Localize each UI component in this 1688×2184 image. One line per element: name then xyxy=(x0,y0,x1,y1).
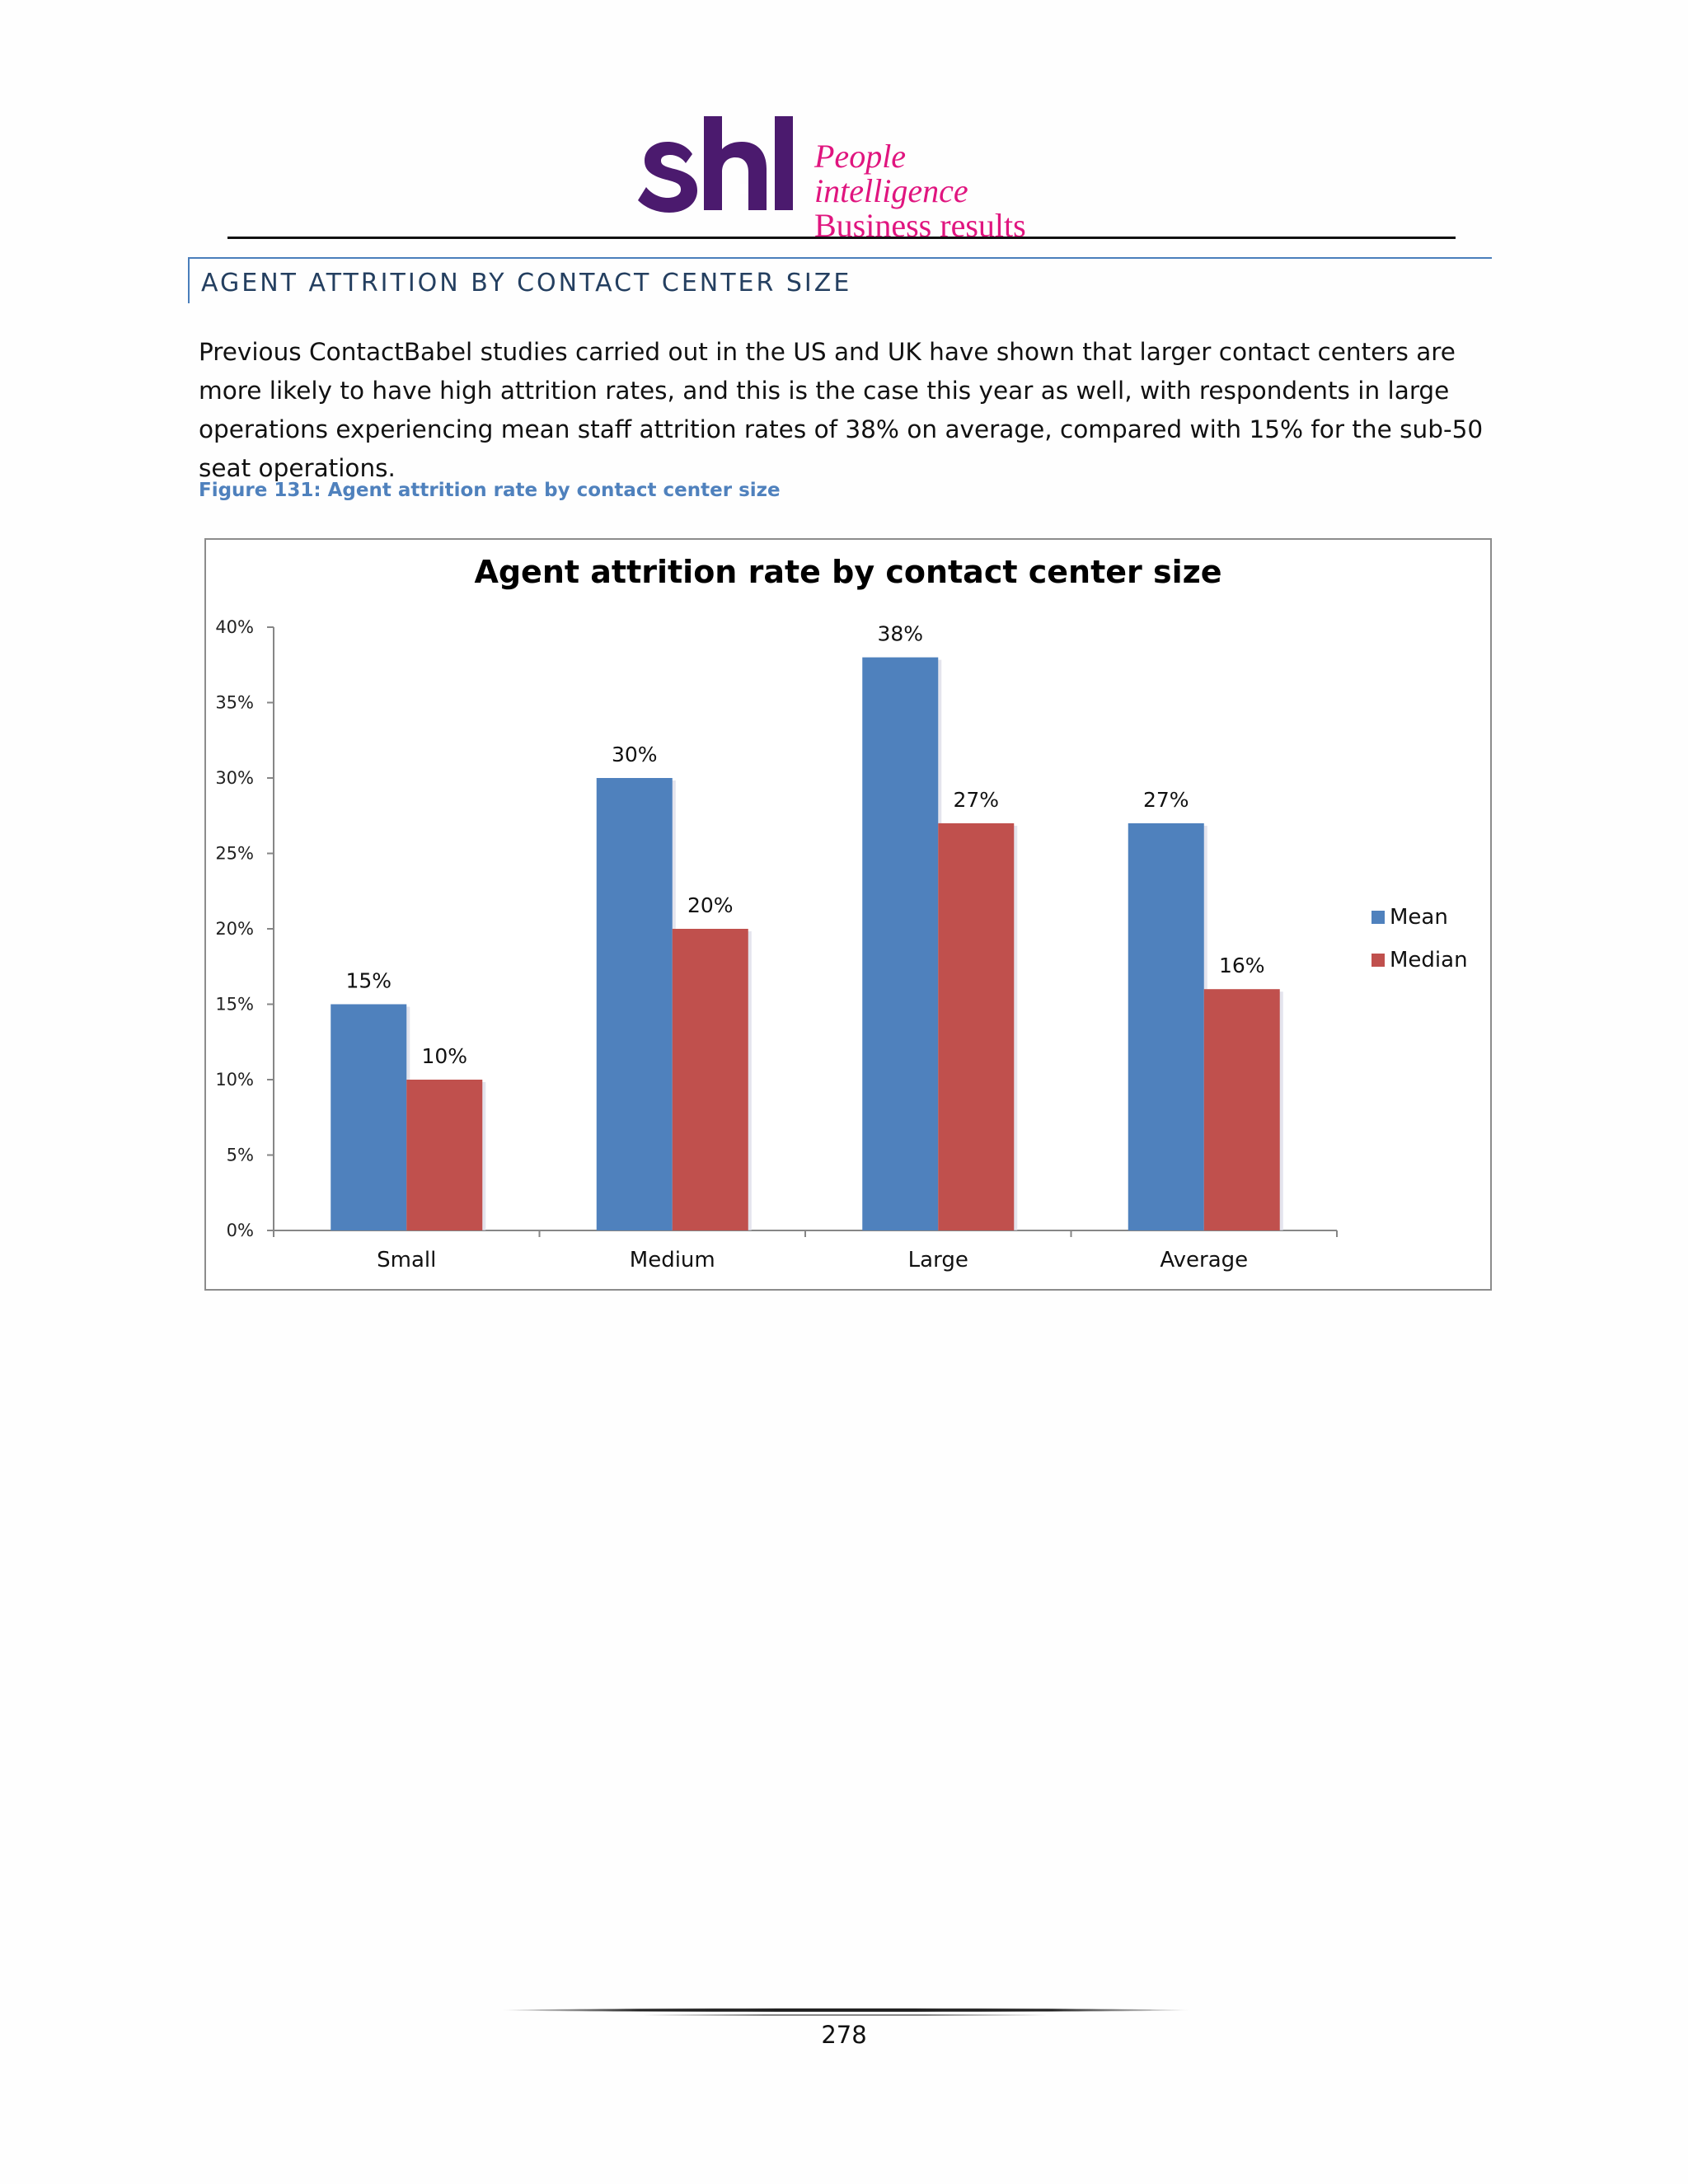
logo-tagline xyxy=(814,139,1063,243)
bar-chart xyxy=(206,540,1490,1289)
legend-label-median: Median xyxy=(1390,948,1468,972)
y-tick-label: 0% xyxy=(226,1221,254,1240)
legend-swatch-median xyxy=(1372,954,1385,967)
x-category-label: Large xyxy=(907,1248,968,1272)
body-paragraph: Previous ContactBabel studies carried out in the US and UK have shown that larger contact centers are more likely to have high attrition rates, and this is the case this year as well, with respondents in large operations experiencing mean staff attrition rates of 38% on average, compared with 15% for the sub-50 seat operations. xyxy=(199,338,1484,482)
data-label: 16% xyxy=(1218,954,1265,978)
legend-swatch-mean xyxy=(1372,911,1385,924)
y-tick-label: 5% xyxy=(226,1145,254,1165)
data-label: 27% xyxy=(953,787,1000,812)
section-heading-box xyxy=(188,257,1492,303)
section-heading: AGENT ATTRITION BY CONTACT CENTER SIZE xyxy=(201,269,852,298)
x-category-label: Average xyxy=(1160,1248,1249,1272)
y-tick-label: 40% xyxy=(215,617,254,637)
data-label: 30% xyxy=(611,743,658,766)
y-tick-label: 10% xyxy=(215,1070,254,1090)
data-label: 15% xyxy=(345,968,392,993)
y-tick-label: 15% xyxy=(215,994,254,1015)
y-tick-label: 30% xyxy=(215,768,254,788)
legend-label-mean: Mean xyxy=(1390,905,1448,930)
bar-mean xyxy=(331,1005,406,1231)
bar-median xyxy=(673,929,748,1230)
y-tick-label: 35% xyxy=(215,692,254,713)
footer-divider xyxy=(501,2008,1190,2012)
chart-title: Agent attrition rate by contact center size xyxy=(474,554,1222,590)
shl-logo-mark xyxy=(635,111,808,218)
header-divider xyxy=(227,237,1456,239)
tagline-line-1: People intelligence xyxy=(814,138,968,209)
x-category-label: Medium xyxy=(629,1248,715,1272)
y-tick-label: 20% xyxy=(215,919,254,939)
data-label: 38% xyxy=(877,621,924,646)
data-label: 20% xyxy=(687,893,734,917)
bar-mean xyxy=(1128,823,1204,1230)
page-number: 278 xyxy=(821,2021,867,2049)
data-label: 10% xyxy=(421,1044,468,1068)
bar-median xyxy=(938,823,1014,1230)
footer-divider-shadow xyxy=(643,2014,1047,2016)
bar-mean xyxy=(862,658,938,1230)
bar-median xyxy=(1204,989,1280,1230)
x-category-label: Small xyxy=(377,1248,437,1272)
tagline-line-2: Business results xyxy=(814,207,1026,244)
bar-mean xyxy=(597,778,673,1230)
shl-logo xyxy=(635,111,1063,244)
chart-frame xyxy=(204,538,1492,1291)
bar-median xyxy=(406,1080,482,1230)
data-label: 27% xyxy=(1142,787,1189,812)
y-tick-label: 25% xyxy=(215,843,254,864)
figure-caption: Figure 131: Agent attrition rate by contact center size xyxy=(199,480,781,501)
